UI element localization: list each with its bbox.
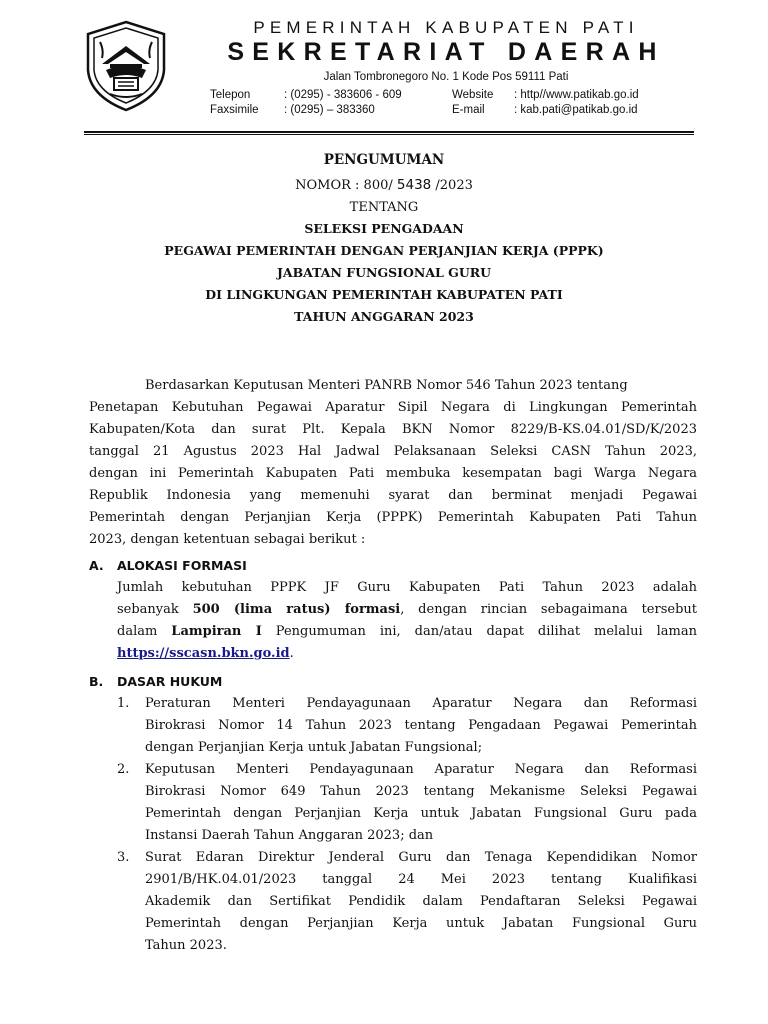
handwritten-number: 5438 bbox=[396, 177, 432, 193]
website-value: : http//www.patikab.go.id bbox=[514, 89, 639, 101]
legal-item-line: dengan Perjanjian Kerja untuk Jabatan Fungsional; bbox=[145, 740, 483, 755]
legal-item-line: Pemerintah dengan Perjanjian Kerja untuk Jabatan Fungsional Guru pada bbox=[145, 806, 697, 821]
section-a-letter: A. bbox=[89, 558, 104, 573]
email-label: E-mail bbox=[452, 104, 485, 116]
letterhead-rule-thick bbox=[84, 131, 694, 133]
legal-item-line: Instansi Daerah Tahun Anggaran 2023; dan bbox=[145, 828, 434, 843]
subject-line: SELEKSI PENGADAAN bbox=[304, 221, 464, 236]
phone-value: : (0295) - 383606 - 609 bbox=[284, 89, 402, 101]
formation-count: 500 (lima ratus) formasi bbox=[192, 602, 401, 617]
legal-item-line: Akademik dan Sertifikat Pendidik dalam Pendaftaran Seleksi Pegawai bbox=[145, 894, 697, 909]
intro-line: dengan ini Pemerintah Kabupaten Pati membuka kesempatan bagi Warga Negara bbox=[89, 466, 697, 481]
announcement-title: PENGUMUMAN bbox=[323, 152, 445, 168]
legal-item-line: Keputusan Menteri Pendayagunaan Aparatur Negara dan Reformasi bbox=[145, 762, 697, 777]
attachment-ref: Lampiran I bbox=[171, 624, 262, 639]
letterhead-rule-thin bbox=[84, 134, 694, 135]
number-prefix: NOMOR : 800/ bbox=[295, 178, 393, 193]
fax-label: Faxsimile bbox=[210, 104, 259, 116]
subject-line: PEGAWAI PEMERINTAH DENGAN PERJANJIAN KERJA (PPPK) bbox=[164, 243, 604, 258]
legal-item-line: Pemerintah dengan Perjanjian Kerja untuk Jabatan Fungsional Guru bbox=[145, 916, 697, 931]
website-label: Website bbox=[452, 89, 494, 101]
intro-line: tanggal 21 Agustus 2023 Hal Jadwal Pelaksanaan Seleksi CASN Tahun 2023, bbox=[89, 444, 697, 459]
government-name: PEMERINTAH KABUPATEN PATI bbox=[253, 18, 639, 37]
section-a-line: dalam Lampiran I Pengumuman ini, dan/atau dapat dilihat melalui laman bbox=[117, 624, 697, 639]
legal-item-number: 1. bbox=[117, 696, 130, 711]
section-b-letter: B. bbox=[89, 674, 104, 689]
intro-line: Penetapan Kebutuhan Pegawai Aparatur Sipil Negara di Lingkungan Pemerintah bbox=[89, 400, 697, 415]
letterhead bbox=[0, 0, 768, 140]
legal-item-line: Peraturan Menteri Pendayagunaan Aparatur Negara dan Reformasi bbox=[145, 696, 697, 711]
legal-item-line: Birokrasi Nomor 649 Tahun 2023 tentang Mekanisme Seleksi Pegawai bbox=[145, 784, 697, 799]
subject-line: JABATAN FUNGSIONAL GURU bbox=[276, 265, 492, 280]
legal-item-number: 2. bbox=[117, 762, 130, 777]
legal-item-line: Surat Edaran Direktur Jenderal Guru dan Tenaga Kependidikan Nomor bbox=[145, 850, 697, 865]
phone-label: Telepon bbox=[210, 89, 251, 101]
fax-value: : (0295) – 383360 bbox=[284, 104, 375, 116]
announcement-number bbox=[0, 177, 768, 193]
intro-line: Republik Indonesia yang memenuhi syarat dan berminat menjadi Pegawai bbox=[89, 488, 697, 503]
intro-line: 2023, dengan ketentuan sebagai berikut : bbox=[89, 532, 366, 547]
intro-line: Pemerintah dengan Perjanjian Kerja (PPPK) Pemerintah Kabupaten Pati Tahun bbox=[89, 510, 697, 525]
legal-item-line: Birokrasi Nomor 14 Tahun 2023 tentang Pengadaan Pegawai Pemerintah bbox=[145, 718, 697, 733]
sscasn-link[interactable]: https://sscasn.bkn.go.id bbox=[117, 646, 290, 661]
section-a-line: sebanyak 500 (lima ratus) formasi, dengan rincian sebagaimana tersebut bbox=[117, 602, 697, 617]
section-a-title: ALOKASI FORMASI bbox=[117, 558, 247, 573]
subject-line: TAHUN ANGGARAN 2023 bbox=[294, 309, 474, 324]
number-suffix: /2023 bbox=[435, 178, 473, 193]
tentang-label: TENTANG bbox=[349, 200, 419, 215]
office-name: SEKRETARIAT DAERAH bbox=[227, 38, 665, 66]
office-address: Jalan Tombronegoro No. 1 Kode Pos 59111 Pati bbox=[323, 71, 569, 83]
section-b-title: DASAR HUKUM bbox=[117, 674, 223, 689]
section-a-line: Jumlah kebutuhan PPPK JF Guru Kabupaten Pati Tahun 2023 adalah bbox=[117, 580, 697, 595]
email-value: : kab.pati@patikab.go.id bbox=[514, 104, 638, 116]
subject-line: DI LINGKUNGAN PEMERINTAH KABUPATEN PATI bbox=[205, 287, 563, 302]
pati-regency-emblem-icon bbox=[84, 20, 168, 112]
intro-line: Kabupaten/Kota dan surat Plt. Kepala BKN Nomor 8229/B-KS.04.01/SD/K/2023 bbox=[89, 422, 697, 437]
section-a-line: https://sscasn.bkn.go.id. bbox=[117, 646, 294, 661]
legal-item-line: 2901/B/HK.04.01/2023 tanggal 24 Mei 2023 tentang Kualifikasi bbox=[145, 872, 697, 887]
intro-line: Berdasarkan Keputusan Menteri PANRB Nomor 546 Tahun 2023 tentang bbox=[145, 378, 628, 393]
legal-item-number: 3. bbox=[117, 850, 130, 865]
legal-item-line: Tahun 2023. bbox=[145, 938, 227, 953]
